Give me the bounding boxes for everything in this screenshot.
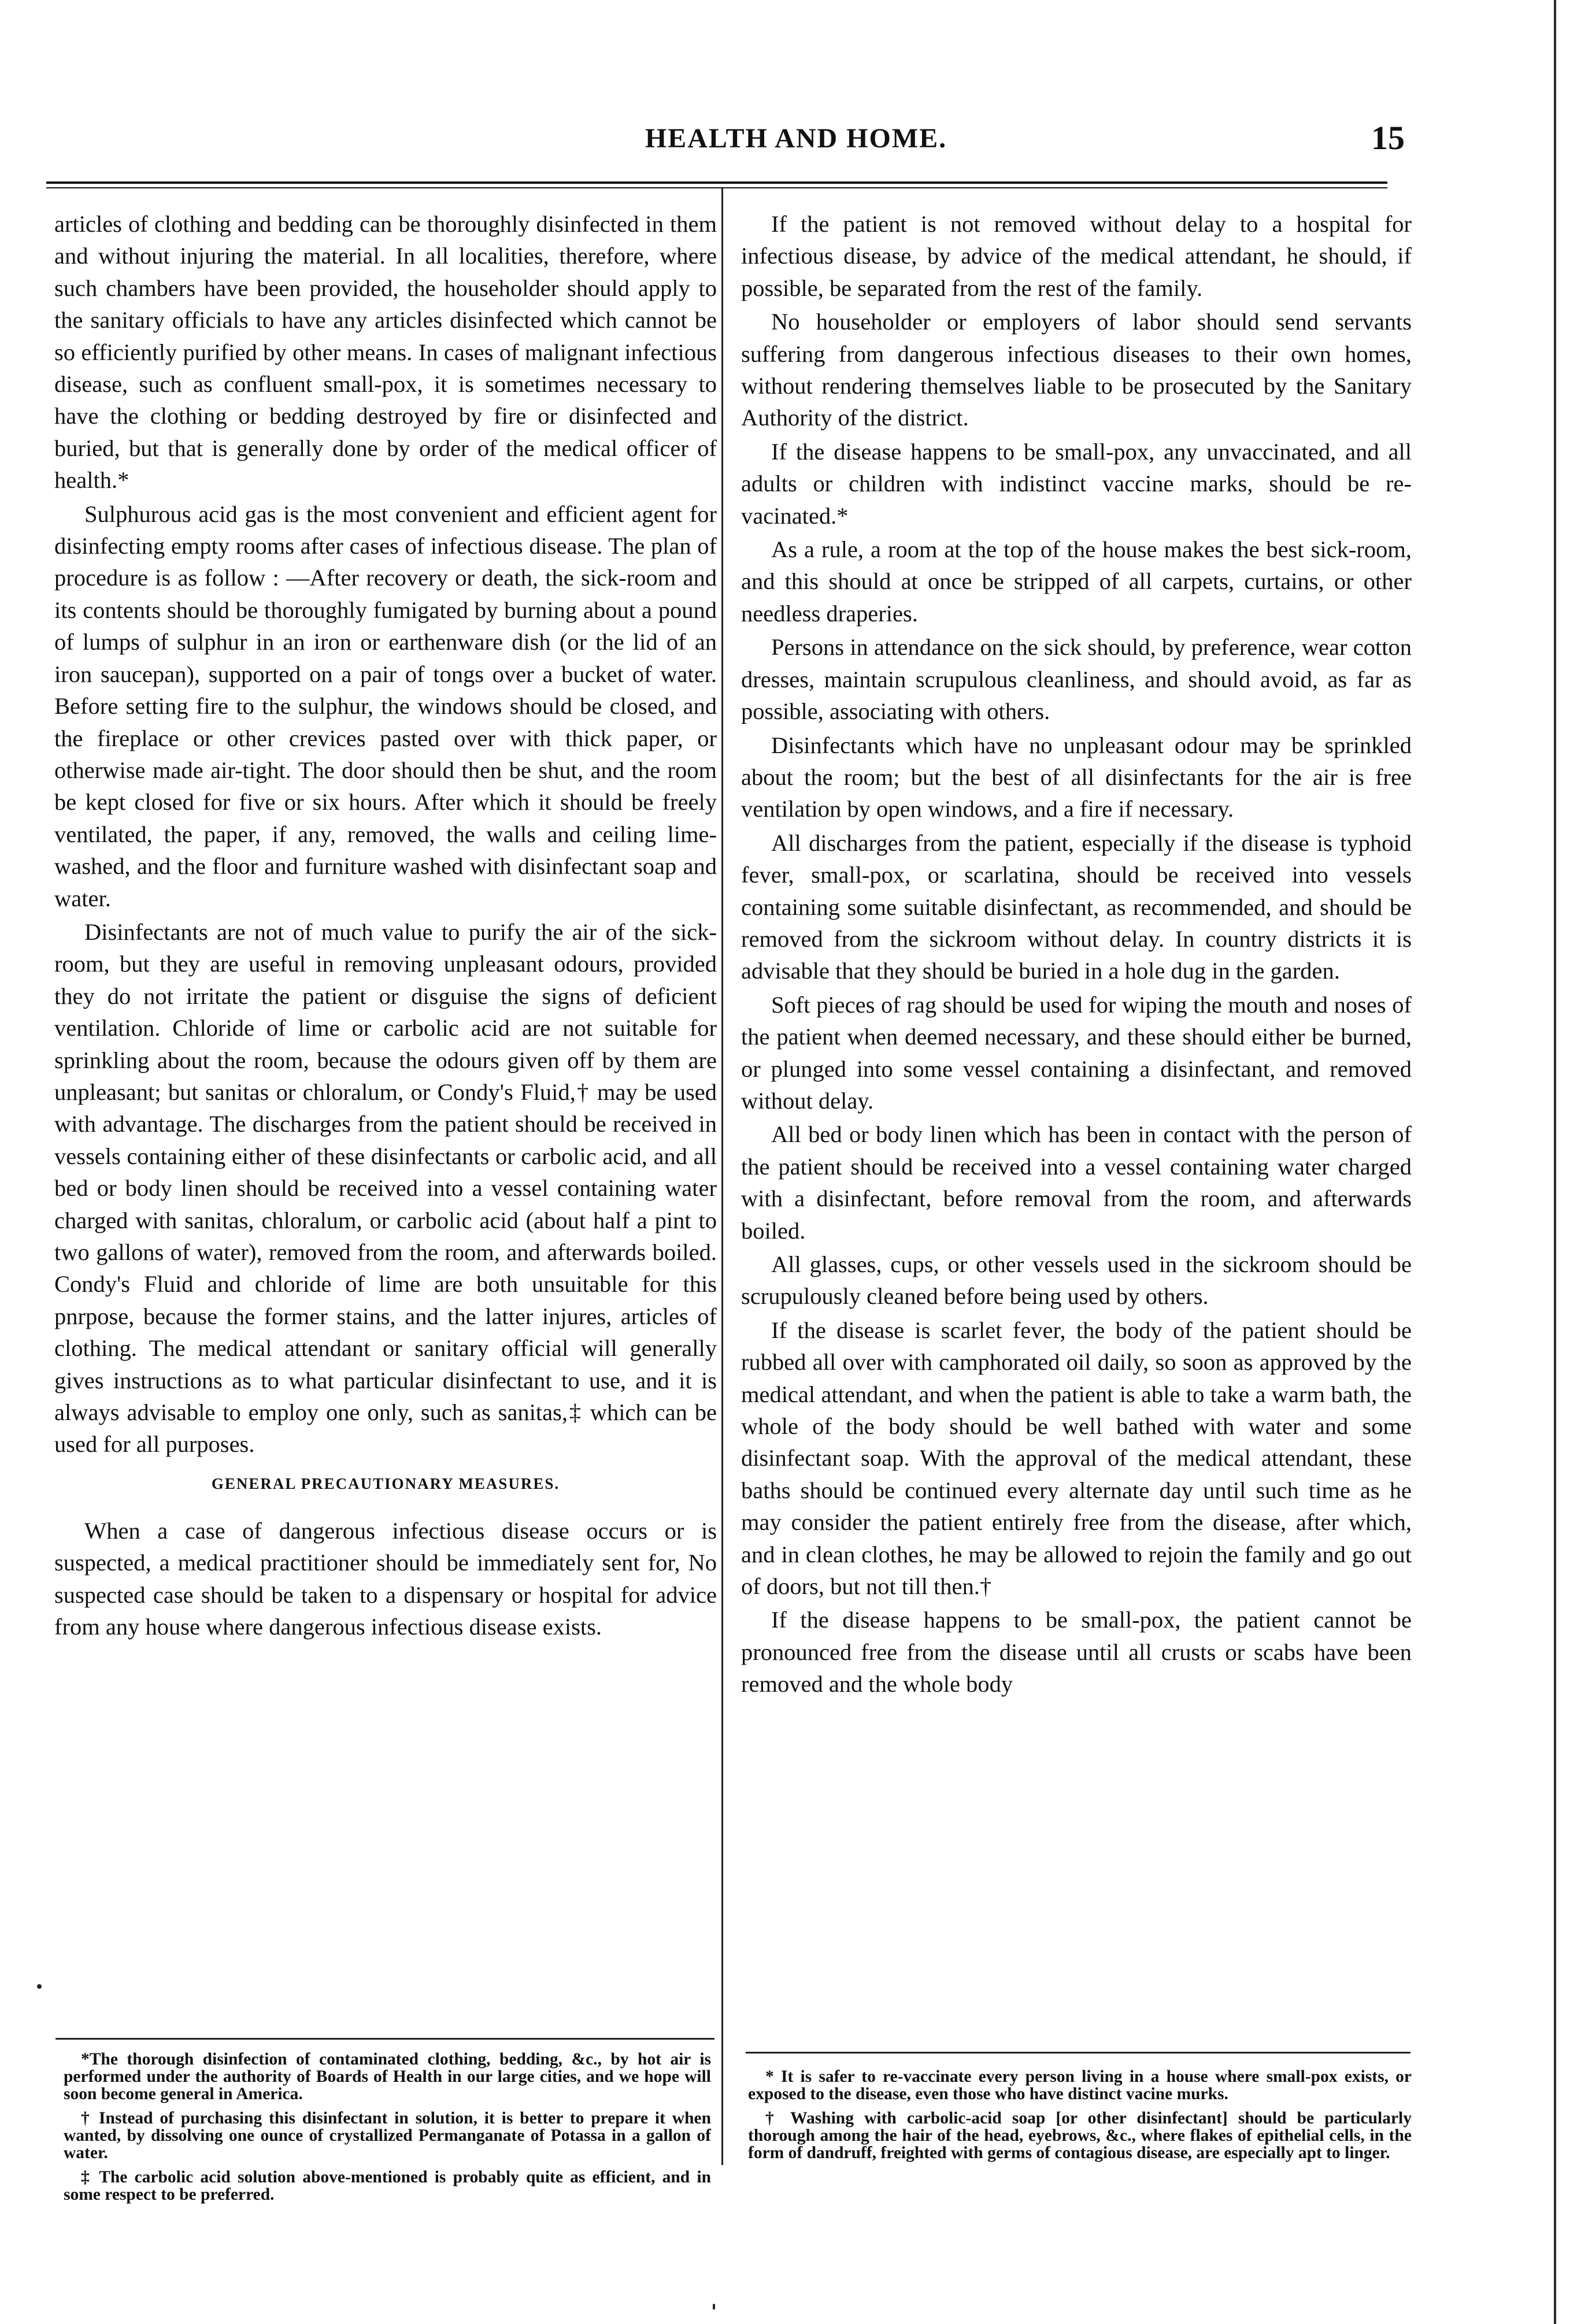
paragraph: If the disease happens to be small-pox, any unvaccinated, and all adults or children with indistinct vaccine marks, should be re-vacinated.* bbox=[741, 438, 1412, 529]
paragraph: All bed or body linen which has been in contact with the person of the patient should be received into a vessel containing water charged with a disinfectant, before removal from the room, and afterwards boiled. bbox=[741, 1121, 1412, 1244]
paragraph: Disinfectants which have no unpleasant odour may be sprinkled about the room; but the best of all disinfectants for the air is free ventilation by open windows, and a fire if necessary. bbox=[741, 732, 1412, 822]
footnote: † Washing with carbolic-acid soap [or other disinfectant] should be particularly thorough among the hair of the head, eyebrows, &c., where flakes of epithelial cells, in the form of dandruff, freighted with germs of contagious disease, are especially apt to linger. bbox=[748, 2109, 1412, 2162]
paragraph: Soft pieces of rag should be used for wiping the mouth and noses of the patient when deemed necessary, and these should either be burned, or plunged into some vessel containing a disinfectant, and removed without delay. bbox=[741, 991, 1412, 1114]
paragraph: No householder or employers of labor should send servants suffering from dangerous infectious diseases to their own homes, without rendering themselves liable to be prosecuted by the Sanitary Authority of the district. bbox=[741, 309, 1412, 431]
right-column bbox=[741, 208, 1412, 1702]
margin-speck bbox=[37, 1984, 42, 1989]
header-rule-thin bbox=[46, 187, 1387, 188]
footnote: * It is safer to re-vaccinate every person living in a house where small-pox exists, or exposed to the disease, even those who have distinct vacine murks. bbox=[748, 2067, 1412, 2103]
paragraph: Persons in attendance on the sick should, by preference, wear cotton dresses, maintain scrupulous cleanliness, and should avoid, as far as possible, associating with others. bbox=[741, 634, 1412, 725]
paragraph: All discharges from the patient, especially if the disease is typhoid fever, small-pox, or scarlatina, should be received into vessels containing some suitable disinfectant, as recommended, and should be removed from the sickroom without delay. In country districts it is advisable that they should be buried in a hole dug in the garden. bbox=[741, 829, 1412, 984]
paragraph: If the disease is scarlet fever, the body of the patient should be rubbed all over with camphorated oil daily, so soon as approved by the medical attendant, and when the patient is able to take a warm bath, the whole of the body should be well bathed with water and some disinfectant soap. With the approval of the medical attendant, these baths should be continued every alternate day until such time as he may consider the patient entirely free from the disease, after which, and in clean clothes, he may be allowed to rejoin the family and go out of doors, but not till then.† bbox=[741, 1317, 1412, 1600]
section-heading: GENERAL PRECAUTIONARY MEASURES. bbox=[211, 1474, 560, 1492]
paragraph: If the patient is not removed without delay to a hospital for infectious disease, by advice of the medical attendant, he should, if possible, be separated from the rest of the family. bbox=[741, 211, 1412, 301]
footnote-rule-left bbox=[55, 2038, 714, 2040]
paragraph: Disinfectants are not of much value to purify the air of the sick-room, but they are useful in removing unpleasant odours, provided they do not irritate the patient or disguise the signs of deficient ventilation. Chloride of lime or carbolic acid are not suitable for sprinkling about the room, because the odours given off by them are unpleasant; but sanitas or chloralum, or Condy's Fluid,† may be used with advantage. The discharges from the patient should be received in vessels containing either of these disinfectants or carbolic acid, and all bed or body linen should be received into a vessel containing water charged with sanitas, chloralum, or carbolic acid (about half a pint to two gallons of water), removed from the room, and afterwards boiled. Condy's Fluid and chloride of lime are both unsuitable for this pnrpose, because the former stains, and the latter injures, articles of clothing. The medical attendant or sanitary official will generally gives instructions as to what particular disinfectant to use, and it is always advisable to employ one only, such as sanitas,‡ which can be used for all purposes. bbox=[54, 918, 717, 1458]
page-number: 15 bbox=[1371, 119, 1405, 157]
margin-speck bbox=[713, 2304, 715, 2310]
footnote-rule-right bbox=[746, 2052, 1410, 2054]
footnotes-left bbox=[64, 2051, 711, 2210]
paragraph: As a rule, a room at the top of the house makes the best sick-room, and this should at once be stripped of all carpets, curtains, or other needless draperies. bbox=[741, 536, 1412, 627]
footnotes-right bbox=[748, 2068, 1412, 2169]
left-column bbox=[54, 208, 717, 1644]
header-rule-thick bbox=[46, 181, 1387, 184]
paragraph: articles of clothing and bedding can be thoroughly disinfected in them and without injuring the material. In all localities, therefore, where such chambers have been provided, the householder should apply to the sanitary officials to have any articles disinfected which cannot be so efficiently purified by other means. In cases of malignant infectious disease, such as confluent small-pox, it is sometimes necessary to have the clothing or bedding destroyed by fire or disinfected and buried, but that is generally done by order of the medical officer of health.* bbox=[54, 211, 717, 494]
scan-edge-rule bbox=[1554, 0, 1556, 2324]
running-title: HEALTH AND HOME. bbox=[645, 123, 947, 154]
footnote: *The thorough disinfection of contaminated clothing, bedding, &c., by hot air is performed under the authority of Boards of Health in our large cities, and we hope will soon become general in America. bbox=[64, 2050, 711, 2103]
paragraph: When a case of dangerous infectious disease occurs or is suspected, a medical practitioner should be immediately sent for, No suspected case should be taken to a dispensary or hospital for advice from any house where dangerous infectious disease exists. bbox=[54, 1517, 717, 1640]
paragraph: Sulphurous acid gas is the most convenient and efficient agent for disinfecting empty rooms after cases of infectious disease. The plan of procedure is as follow : —After recovery or death, the sick-room and its contents should be thoroughly fumigated by burning about a pound of lumps of sulphur in an iron or earthenware dish (or the lid of an iron saucepan), supported on a pair of tongs over a bucket of water. Before setting fire to the sulphur, the windows should be closed, and the fireplace or other crevices pasted over with thick paper, or otherwise made air-tight. The door should then be shut, and the room be kept closed for five or six hours. After which it should be freely ventilated, the paper, if any, removed, the walls and ceiling lime-washed, and the floor and furniture washed with disinfectant soap and water. bbox=[54, 501, 717, 911]
paragraph: All glasses, cups, or other vessels used in the sickroom should be scrupulously cleaned before being used by others. bbox=[741, 1251, 1412, 1310]
column-divider bbox=[721, 188, 723, 2165]
paragraph: If the disease happens to be small-pox, the patient cannot be pronounced free from the disease until all crusts or scabs have been removed and the whole body bbox=[741, 1607, 1412, 1697]
footnote: † Instead of purchasing this disinfectant in solution, it is better to prepare it when wanted, by dissolving one ounce of crystallized Permanganate of Potassa in a gallon of water. bbox=[64, 2109, 711, 2162]
footnote: ‡ The carbolic acid solution above-mentioned is probably quite as efficient, and in some respect to be preferred. bbox=[64, 2168, 711, 2204]
